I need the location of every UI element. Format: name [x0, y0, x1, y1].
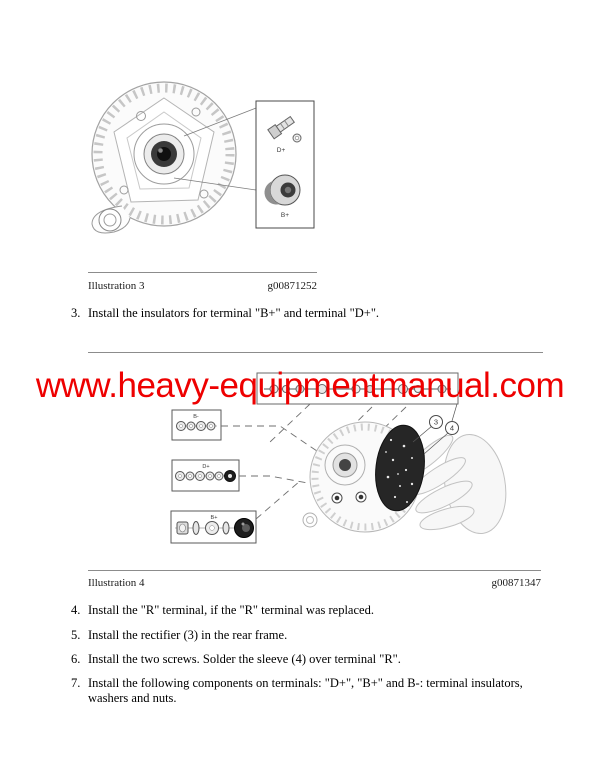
step-number: 7.	[71, 676, 81, 690]
figure4-caption-label: Illustration 4	[88, 577, 145, 589]
step-item	[71, 676, 545, 705]
alternator-housing-drawing	[92, 82, 236, 233]
figure3-divider	[88, 272, 317, 273]
step-item	[71, 652, 545, 667]
step-item	[71, 628, 545, 643]
callout-4-number: 4	[449, 423, 455, 433]
figure4-caption	[88, 577, 541, 589]
step-text: Install the following components on terminals: "D+", "B+" and B-: terminal insulators, washers and nuts.	[88, 676, 523, 705]
figure4-caption-code: g00871347	[491, 577, 541, 589]
dplus-label: D+	[276, 147, 286, 154]
step-number: 4.	[71, 603, 81, 617]
step-number: 6.	[71, 652, 81, 666]
step-text: Install the two screws. Solder the sleeve (4) over terminal "R".	[88, 652, 401, 666]
alternator-assembly-drawing	[303, 404, 513, 538]
bminus-label: B-	[193, 414, 199, 420]
figure3-caption-code: g00871252	[267, 280, 317, 292]
bminus-parts-box	[172, 410, 221, 440]
bplus-label: B+	[210, 515, 218, 521]
step-item	[71, 306, 545, 321]
insulator-parts-box	[256, 101, 314, 228]
figure3-caption	[88, 280, 317, 292]
dplus-label: D+	[202, 464, 210, 470]
step-number: 5.	[71, 628, 81, 642]
step-text: Install the rectifier (3) in the rear frame.	[88, 628, 288, 642]
section-divider	[88, 352, 543, 353]
watermark: www.heavy-equipmentmanual.com	[35, 366, 565, 405]
step-number: 3.	[71, 306, 81, 320]
bplus-parts-box	[171, 511, 256, 543]
figure3-caption-label: Illustration 3	[88, 280, 145, 292]
bplus-label: B+	[280, 212, 290, 219]
step-item	[71, 603, 545, 618]
figure4-divider	[88, 570, 541, 571]
illustration-3-figure	[84, 78, 319, 238]
step-text: Install the "R" terminal, if the "R" terminal was replaced.	[88, 603, 374, 617]
callout-3-number: 3	[433, 417, 439, 427]
dplus-parts-box	[172, 460, 239, 491]
step-text: Install the insulators for terminal "B+" and terminal "D+".	[88, 306, 380, 320]
